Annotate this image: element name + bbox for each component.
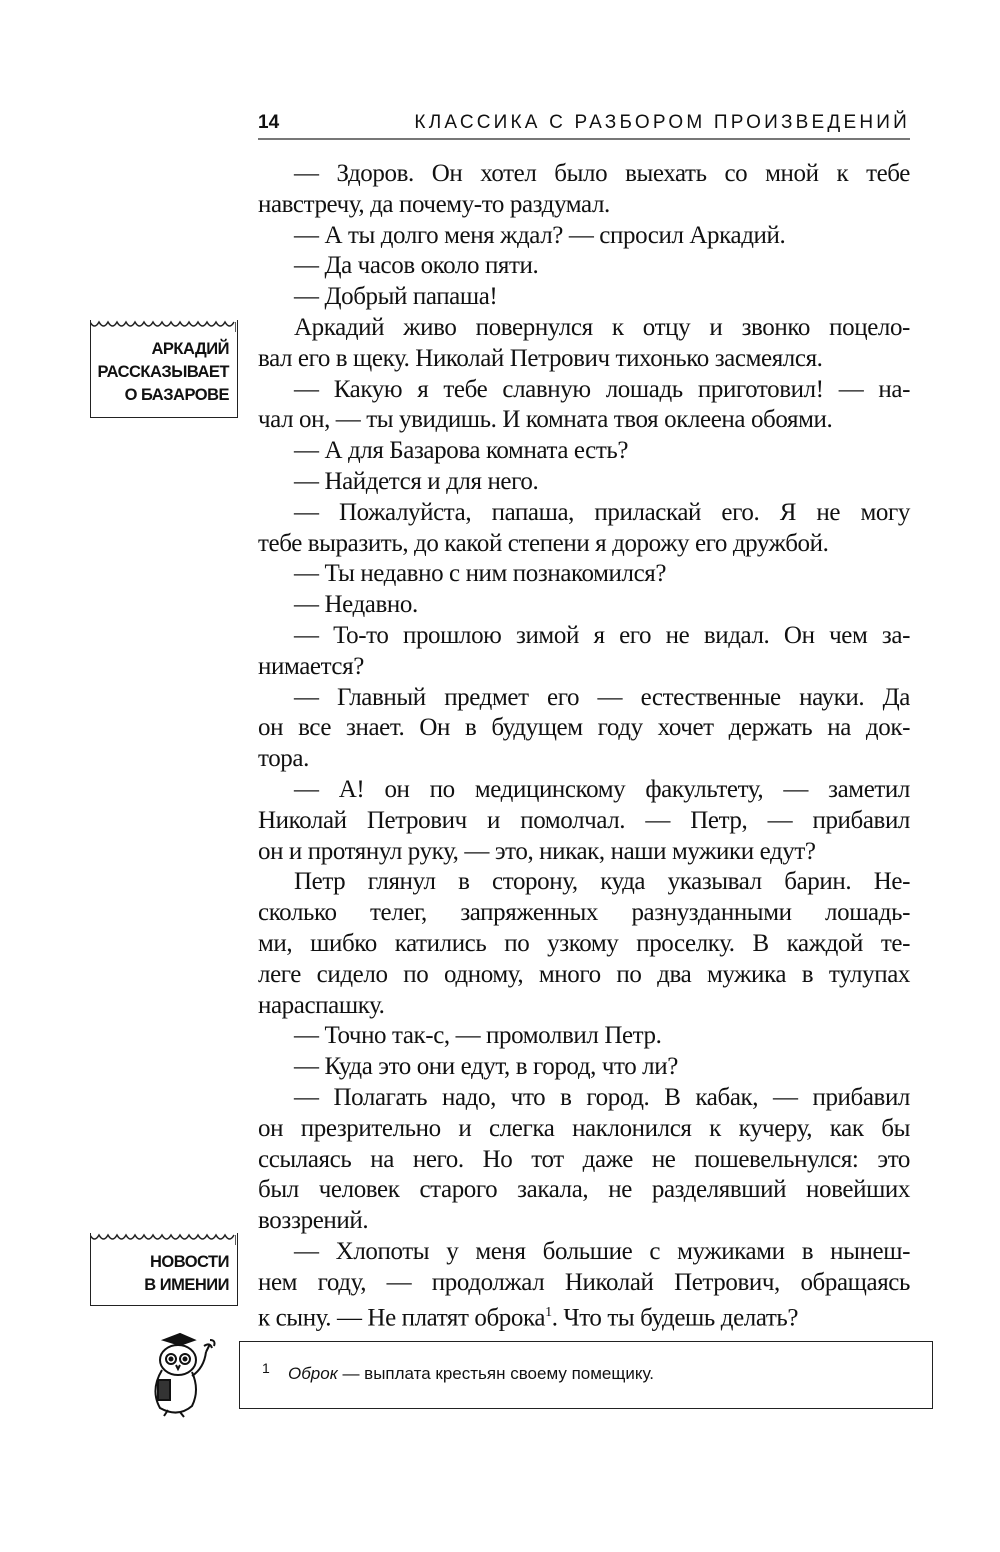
text-line: он все знает. Он в будущем году хочет держать на док-: [258, 714, 910, 742]
text-line: тебе выразить, до какой степени я дорожу его дружбой.: [258, 529, 829, 557]
footnote-box: [239, 1341, 933, 1409]
body-text: [258, 159, 910, 1332]
side-note-line: О БАЗАРОВЕ: [124, 386, 229, 404]
text-fragment: . Что ты будешь делать?: [551, 1304, 799, 1332]
running-title: КЛАССИКА С РАЗБОРОМ ПРОИЗВЕДЕНИЙ: [414, 112, 910, 133]
side-note-line: В ИМЕНИИ: [144, 1276, 229, 1294]
footnote-number: 1: [262, 1360, 270, 1376]
text-line: — Полагать надо, что в город. В кабак, — прибавил: [294, 1083, 910, 1111]
text-line: — Главный предмет его — естественные науки. Да: [294, 683, 910, 711]
side-note-line: РАССКАЗЫВАЕТ: [97, 363, 229, 381]
text-line: — Недавно.: [294, 591, 418, 619]
text-line: — Хлопоты у меня большие с мужиками в нынеш-: [294, 1237, 910, 1265]
text-fragment: к сыну. — Не платят оброка: [258, 1304, 546, 1332]
text-line: — А ты долго меня ждал? — спросил Аркадий.: [294, 221, 786, 249]
text-line: он и протянул руку, — это, никак, наши мужики едут?: [258, 837, 816, 865]
text-line: — Добрый папаша!: [294, 283, 498, 311]
text-line: он презрительно и слегка наклонился к кучеру, как бы: [258, 1114, 910, 1142]
text-line: леге сидело по одному, много по два мужика в тулупах: [258, 960, 910, 988]
text-line: — Здоров. Он хотел было выехать со мной к тебе: [294, 160, 910, 187]
wavy-edge-icon: [90, 1233, 236, 1245]
text-line: [258, 1298, 910, 1332]
text-line: — Найдется и для него.: [294, 467, 539, 495]
text-line: — То-то прошлою зимой я его не видал. Он чем за-: [294, 621, 910, 649]
owl-mascot-icon: [140, 1332, 230, 1418]
text-line: вал его в щеку. Николай Петрович тихонько засмеялся.: [258, 344, 823, 372]
text-line: — Ты недавно с ним познакомился?: [294, 560, 667, 588]
text-line: нимается?: [258, 652, 364, 680]
footnote-term: Оброк: [288, 1364, 338, 1383]
text-line: чал он, — ты увидишь. И комната твоя оклеена обоями.: [258, 406, 833, 434]
footnote-definition: — выплата крестьян своему помещику.: [337, 1364, 655, 1383]
text-line: навстречу, да почему-то раздумал.: [258, 190, 610, 218]
text-line: — Точно так-с, — промолвил Петр.: [294, 1022, 662, 1050]
text-line: нараспашку.: [258, 991, 385, 1019]
text-line: ссылаясь на него. Но тот даже не пошевельнулся: это: [258, 1145, 910, 1173]
text-line: воззрений.: [258, 1207, 369, 1235]
text-line: — Да часов около пяти.: [294, 252, 539, 280]
side-note-arkady: [90, 320, 238, 418]
text-line: Петр глянул в сторону, куда указывал барин. Не-: [294, 868, 910, 896]
running-header: [258, 110, 910, 140]
footnote-ref[interactable]: 1: [545, 1305, 552, 1321]
text-line: сколько телег, запряженных разнузданными лошадь-: [258, 899, 910, 927]
text-line: — А для Базарова комната есть?: [294, 437, 629, 465]
text-line: тора.: [258, 745, 309, 773]
text-line: — Пожалуйста, папаша, приласкай его. Я не могу: [294, 498, 910, 526]
side-note-line: НОВОСТИ: [149, 1253, 229, 1271]
text-line: Аркадий живо повернулся к отцу и звонко поцело-: [294, 313, 910, 341]
text-line: был человек старого закала, не разделявший новейших: [258, 1176, 910, 1204]
footnote-text: [288, 1364, 654, 1384]
wavy-edge-icon: [90, 320, 236, 332]
side-note-news: [90, 1233, 238, 1306]
text-line: — Какую я тебе славную лошадь приготовил! — на-: [294, 375, 910, 403]
text-line: Николай Петрович и помолчал. — Петр, — прибавил: [258, 806, 910, 834]
page-number: 14: [258, 112, 280, 133]
side-note-line: АРКАДИЙ: [151, 340, 229, 358]
text-line: ми, шибко катились по узкому проселку. В каждой те-: [258, 929, 910, 957]
text-line: — А! он по медицинскому факультету, — заметил: [294, 775, 910, 803]
text-line: — Куда это они едут, в город, что ли?: [294, 1053, 678, 1081]
text-line: нем году, — продолжал Николай Петрович, обращаясь: [258, 1268, 910, 1296]
